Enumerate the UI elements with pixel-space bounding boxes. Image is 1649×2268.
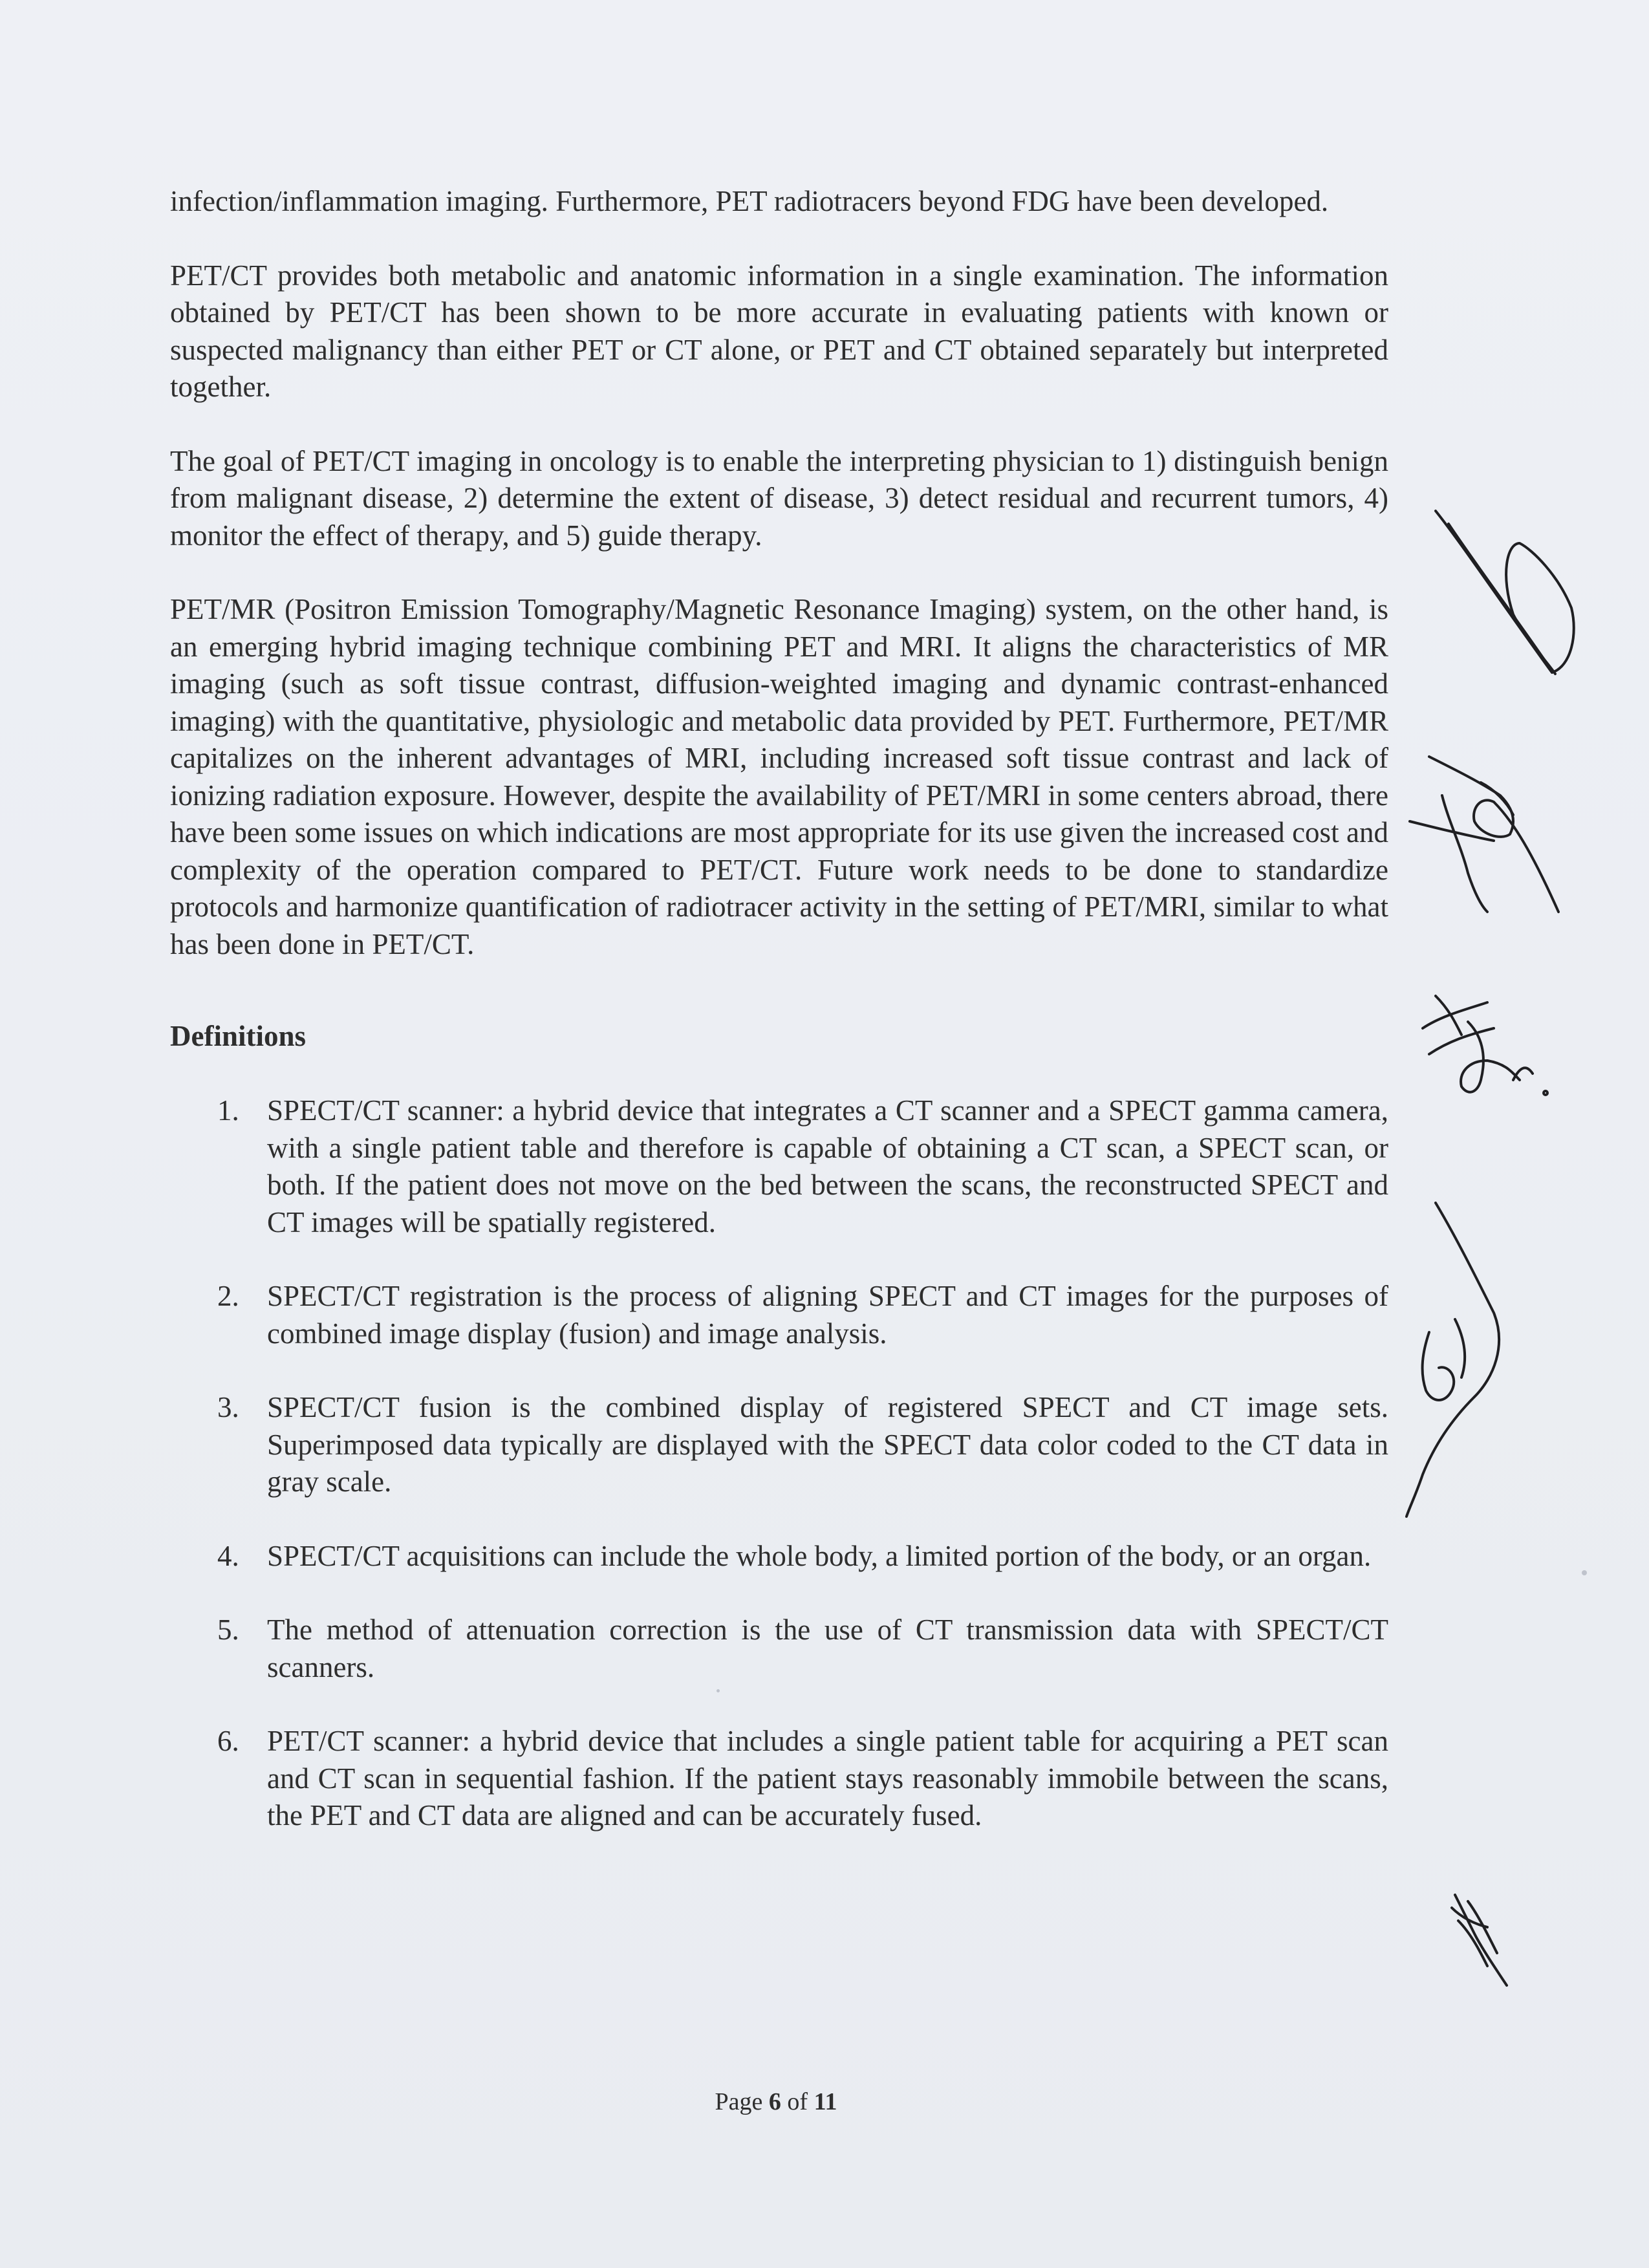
- definition-number: 4.: [217, 1539, 239, 1572]
- definitions-list: [170, 1092, 1388, 1835]
- footer-current-page: 6: [768, 2088, 781, 2115]
- definition-text: The method of attenuation correction is the use of CT transmission data with SPECT/CT scanners.: [267, 1614, 1388, 1683]
- page-footer: [0, 2088, 1552, 2116]
- definitions-heading: Definitions: [170, 1020, 307, 1052]
- definition-number: 2.: [217, 1280, 239, 1312]
- definition-text: SPECT/CT scanner: a hybrid device that integrates a CT scanner and a SPECT gamma camera, with a single patient table and therefore is capable of obtaining a CT scan, a SPECT scan, or both. If the patient does not move on the bed between the scans, the reconstructed SPECT and CT images will be spatially registered.: [267, 1094, 1388, 1238]
- definition-text: SPECT/CT acquisitions can include the whole body, a limited portion of the body, or an organ.: [267, 1539, 1372, 1572]
- page-content: [170, 183, 1388, 1872]
- signature-initial-1: [1423, 504, 1591, 686]
- definition-item: [170, 1278, 1388, 1352]
- paragraph-pet-mr: PET/MR (Positron Emission Tomography/Magnetic Resonance Imaging) system, on the other hand, is an emerging hybrid imaging technique combining PET and MRI. It aligns the characteristics of MR imaging (such as soft tissue contrast, diffusion-weighted imaging and dynamic contrast-enhanced imaging) with the quantitative, physiologic and metabolic data provided by PET. Furthermore, PET/MR capitalizes on the inherent advantages of MRI, including increased soft tissue contrast and lack of ionizing radiation exposure. However, despite the availability of PET/MRI in some centers abroad, there have been some issues on which indications are most appropriate for its use given the increased cost and complexity of the operation compared to PET/CT. Future work needs to be done to standardize protocols and harmonize quantification of radiotracer activity in the setting of PET/MRI, similar to what has been done in PET/CT.: [170, 593, 1388, 960]
- signature-initial-3: [1416, 983, 1558, 1112]
- paragraph-intro-continuation: infection/inflammation imaging. Furthermore, PET radiotracers beyond FDG have been developed.: [170, 185, 1329, 217]
- definition-number: 5.: [217, 1614, 239, 1646]
- definition-number: 6.: [217, 1725, 239, 1757]
- definition-text: PET/CT scanner: a hybrid device that includes a single patient table for acquiring a PET scan and CT scan in sequential fashion. If the patient stays reasonably immobile between the scans, the PET and CT data are aligned and can be accurately fused.: [267, 1725, 1388, 1831]
- footer-total-pages: 11: [814, 2088, 837, 2115]
- definition-item: [170, 1538, 1388, 1575]
- definition-text: SPECT/CT registration is the process of aligning SPECT and CT images for the purposes of combined image display (fusion) and image analysis.: [267, 1280, 1388, 1350]
- footer-page-word: Page: [715, 2088, 763, 2115]
- definition-item: [170, 1092, 1388, 1241]
- scan-speck: [1582, 1570, 1587, 1575]
- definition-item: [170, 1389, 1388, 1501]
- paragraph-pet-ct-info: PET/CT provides both metabolic and anatomic information in a single examination. The information obtained by PET/CT has been shown to be more accurate in evaluating patients with known or suspected malignancy than either PET or CT alone, or PET and CT obtained separately but interpreted together.: [170, 259, 1388, 403]
- paragraph-pet-ct-goal: The goal of PET/CT imaging in oncology is to enable the interpreting physician to 1) distinguish benign from malignant disease, 2) determine the extent of disease, 3) detect residual and recurrent tumors, 4) monitor the effect of therapy, and 5) guide therapy.: [170, 444, 1388, 552]
- scan-speck: [717, 1689, 720, 1692]
- signature-initial-2: [1403, 744, 1571, 938]
- definition-item: [170, 1723, 1388, 1835]
- definition-item: [170, 1612, 1388, 1686]
- signature-initial-4: [1397, 1196, 1526, 1520]
- footer-of-word: of: [787, 2088, 808, 2115]
- definition-number: 3.: [217, 1391, 239, 1423]
- definition-text: SPECT/CT fusion is the combined display of registered SPECT and CT image sets. Superimposed data typically are displayed with the SPECT data color coded to the CT data in gray scale.: [267, 1391, 1388, 1498]
- definition-number: 1.: [217, 1094, 239, 1127]
- signature-initial-5: [1442, 1882, 1520, 1998]
